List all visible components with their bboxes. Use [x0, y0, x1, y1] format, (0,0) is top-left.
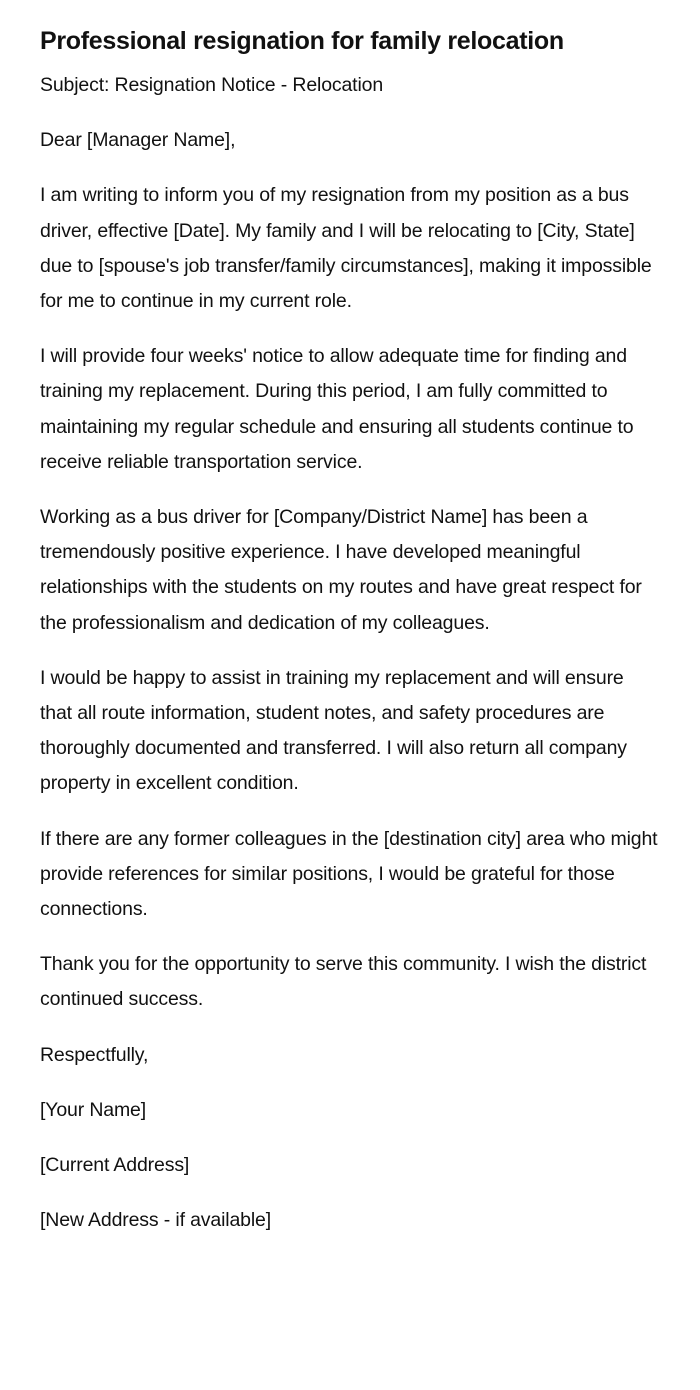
body-paragraph: I am writing to inform you of my resignation from my position as a bus driver, effective [Date]. My family and I will be relocating to [City, State] due to [spouse's job transfer/family circumstances], making it impossible for me to continue in my current role.: [40, 184, 652, 313]
subject-line: Subject: Resignation Notice - Relocation: [40, 74, 384, 96]
page-title: Professional resignation for family relocation: [40, 27, 564, 55]
closing: Respectfully,: [40, 1043, 149, 1066]
body-paragraph: I will provide four weeks' notice to allow adequate time for finding and training my replacement. During this period, I am fully committed to maintaining my regular schedule and ensuring all students continue to receive reliable transportation service.: [40, 345, 634, 473]
body-paragraph: If there are any former colleagues in the [destination city] area who might provide references for similar positions, I would be grateful for those connections.: [40, 827, 658, 921]
body-paragraph: Thank you for the opportunity to serve this community. I wish the district continued success.: [40, 953, 647, 1011]
signature-current-address: [Current Address]: [40, 1154, 190, 1177]
signature-name: [Your Name]: [40, 1098, 147, 1121]
body-paragraph: I would be happy to assist in training my replacement and will ensure that all route information, student notes, and safety procedures are thoroughly documented and transferred. I will also return all company property in excellent condition.: [40, 666, 627, 795]
signature-new-address: [New Address - if available]: [40, 1209, 271, 1232]
body-paragraph: Working as a bus driver for [Company/District Name] has been a tremendously positive experience. I have developed meaningful relationships with the students on my routes and have great respect for the professionalism and dedication of my colleagues.: [40, 506, 642, 634]
salutation: Dear [Manager Name],: [40, 129, 236, 152]
